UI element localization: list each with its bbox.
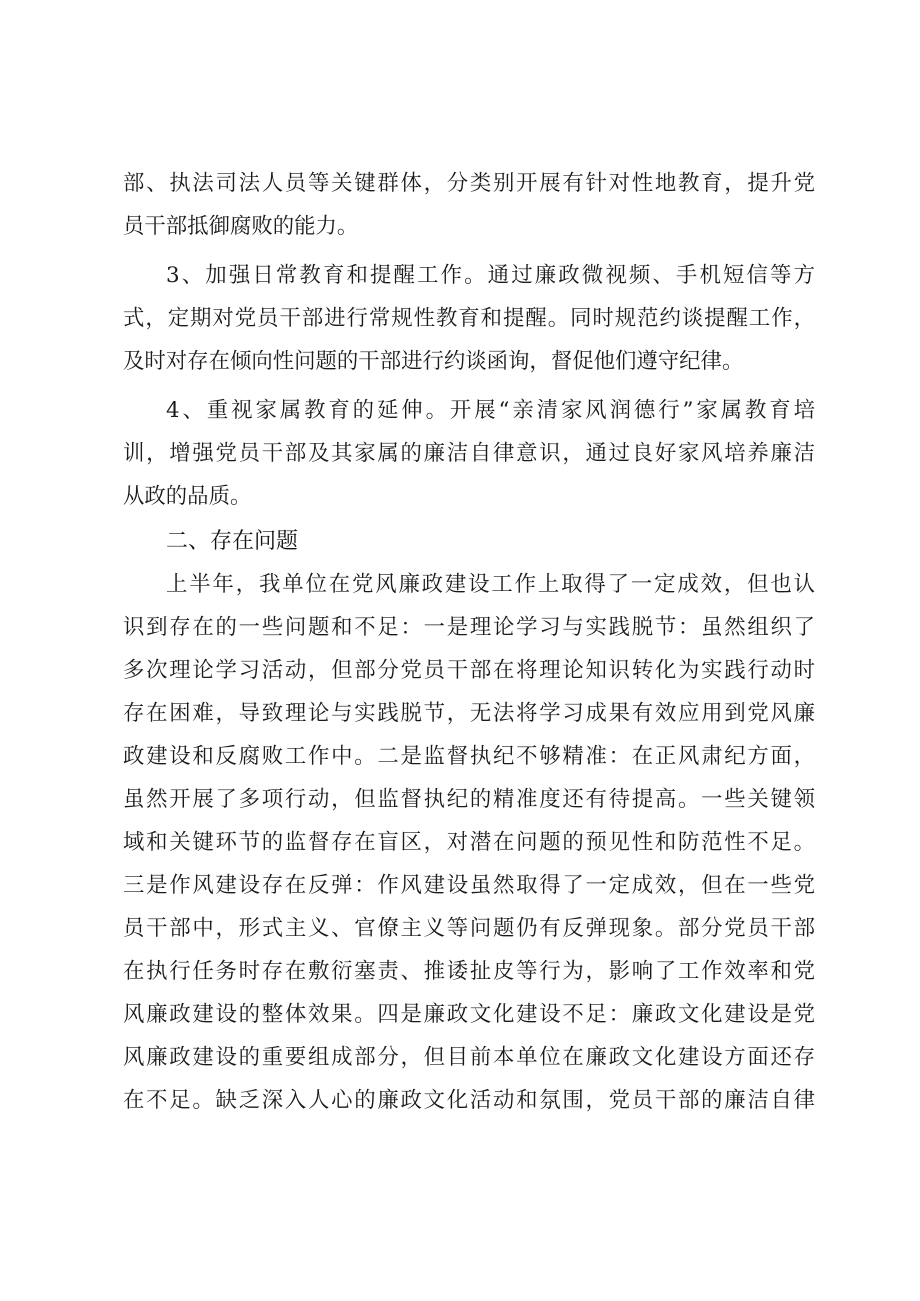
paragraph-item-4 [123, 389, 815, 518]
text-line: 在不足。缺乏深入人心的廉政文化活动和氛围，党员干部的廉洁自律 [123, 1088, 815, 1113]
text-line: 员干部中，形式主义、官僚主义等问题仍有反弹现象。部分党员干部 [123, 916, 815, 941]
paragraph-intro-continuation [123, 162, 815, 248]
text-line: 员干部抵御腐败的能力。 [123, 214, 359, 239]
paragraph-problems [123, 563, 815, 1122]
text-line: 风廉政建设的重要组成部分，但目前本单位在廉政文化建设方面还存 [123, 1045, 815, 1070]
paragraph-item-3 [123, 254, 815, 383]
text-line: 4、重视家属教育的延伸。开展“亲清家风润德行”家属教育培 [166, 398, 815, 423]
text-line: 从政的品质。 [123, 484, 252, 509]
document-body [123, 162, 815, 1122]
text-line: 训，增强党员干部及其家属的廉洁自律意识，通过良好家风培养廉洁 [123, 441, 815, 466]
text-line: 虽然开展了多项行动，但监督执纪的精准度还有待提高。一些关键领 [123, 787, 815, 812]
text-line: 存在困难，导致理论与实践脱节，无法将学习成果有效应用到党风廉 [123, 701, 815, 726]
text-line: 三是作风建设存在反弹：作风建设虽然取得了一定成效，但在一些党 [123, 873, 815, 898]
text-line: 上半年，我单位在党风廉政建设工作上取得了一定成效，但也认 [166, 572, 815, 597]
text-line: 多次理论学习活动，但部分党员干部在将理论知识转化为实践行动时 [123, 658, 815, 683]
text-line: 识到存在的一些问题和不足：一是理论学习与实践脱节：虽然组织了 [123, 615, 815, 640]
text-line: 在执行任务时存在敷衍塞责、推诿扯皮等行为，影响了工作效率和党 [123, 959, 815, 984]
text-line: 3、加强日常教育和提醒工作。通过廉政微视频、手机短信等方 [166, 263, 815, 288]
text-line: 政建设和反腐败工作中。二是监督执纪不够精准：在正风肃纪方面， [123, 744, 815, 769]
section-heading: 二、存在问题 [166, 529, 299, 554]
text-line: 部、执法司法人员等关键群体，分类别开展有针对性地教育，提升党 [123, 171, 815, 196]
text-line: 式，定期对党员干部进行常规性教育和提醒。同时规范约谈提醒工作， [123, 306, 815, 331]
text-line: 域和关键环节的监督存在盲区，对潜在问题的预见性和防范性不足。 [123, 830, 815, 855]
text-line: 风廉政建设的整体效果。四是廉政文化建设不足：廉政文化建设是党 [123, 1002, 815, 1027]
text-line: 及时对存在倾向性问题的干部进行约谈函询，督促他们遵守纪律。 [123, 349, 744, 374]
